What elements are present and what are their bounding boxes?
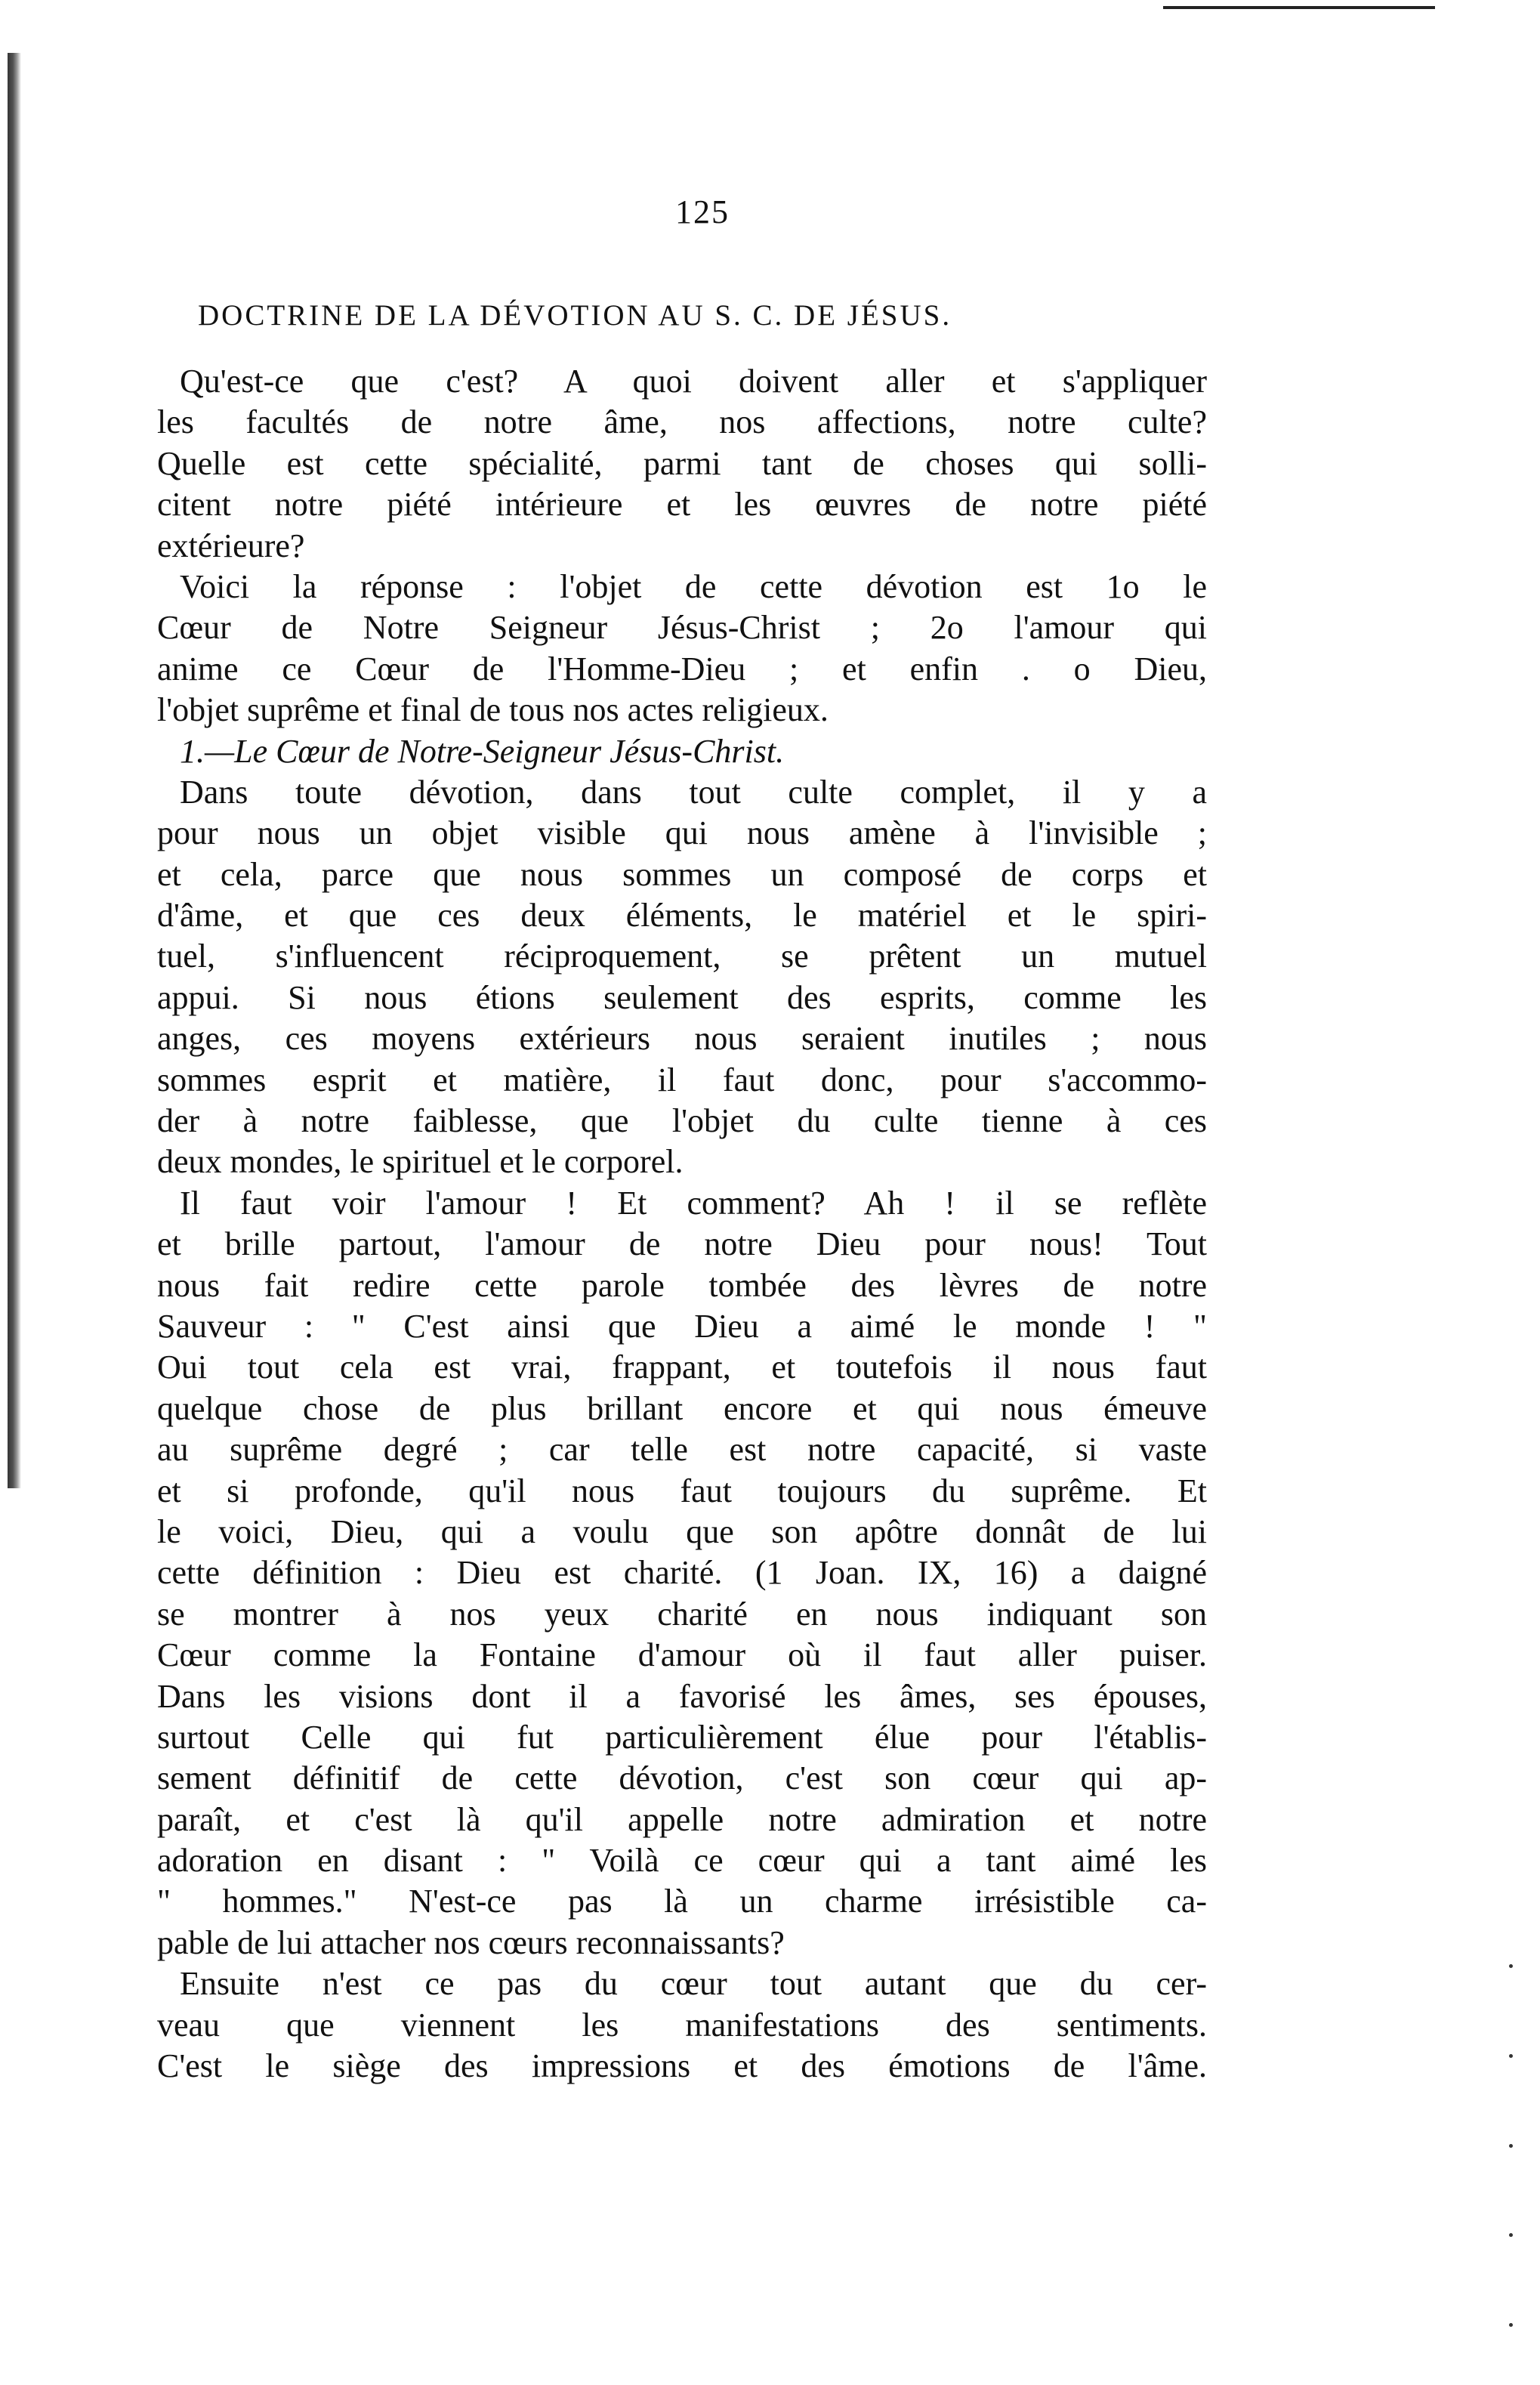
text-line: anime ce Cœur de l'Homme-Dieu ; et enfin . o Dieu,	[157, 650, 1207, 687]
text-line: adoration en disant : " Voilà ce cœur qui a tant aimé les	[157, 1842, 1207, 1880]
text-line: citent notre piété intérieure et les œuvres de notre piété	[157, 486, 1207, 524]
text-line: au suprême degré ; car telle est notre capacité, si vaste	[157, 1431, 1207, 1469]
text-line: Qu'est-ce que c'est? A quoi doivent aller et s'appliquer	[180, 363, 1207, 400]
text-line: C'est le siège des impressions et des émotions de l'âme.	[157, 2047, 1207, 2085]
text-line: " hommes." N'est-ce pas là un charme irrésistible ca-	[157, 1883, 1207, 1920]
text-line: deux mondes, le spirituel et le corporel.	[157, 1143, 684, 1181]
text-line: surtout Celle qui fut particulièrement élue pour l'établis-	[157, 1718, 1207, 1756]
text-line: quelque chose de plus brillant encore et qui nous émeuve	[157, 1389, 1207, 1427]
text-line: appui. Si nous étions seulement des esprits, comme les	[157, 978, 1207, 1016]
text-line: sement définitif de cette dévotion, c'est son cœur qui ap-	[157, 1759, 1207, 1797]
text-line: et si profonde, qu'il nous faut toujours du suprême. Et	[157, 1472, 1207, 1509]
chapter-heading: DOCTRINE DE LA DÉVOTION AU S. C. DE JÉSUS.	[198, 299, 952, 332]
text-line: paraît, et c'est là qu'il appelle notre admiration et notre	[157, 1800, 1207, 1838]
text-line: Dans les visions dont il a favorisé les âmes, ses épouses,	[157, 1677, 1207, 1715]
top-edge-rule	[1163, 6, 1435, 9]
speck	[1509, 2144, 1513, 2148]
text-line: Oui tout cela est vrai, frappant, et toutefois il nous faut	[157, 1349, 1207, 1386]
text-line: der à notre faiblesse, que l'objet du culte tienne à ces	[157, 1102, 1207, 1140]
text-line: nous fait redire cette parole tombée des lèvres de notre	[157, 1266, 1207, 1304]
text-line: Voici la réponse : l'objet de cette dévotion est 1o le	[180, 567, 1207, 605]
text-line: et brille partout, l'amour de notre Dieu pour nous! Tout	[157, 1225, 1207, 1263]
text-line: cette définition : Dieu est charité. (1 Joan. IX, 16) a daigné	[157, 1554, 1207, 1592]
speck	[1509, 1964, 1513, 1968]
text-line: pable de lui attacher nos cœurs reconnaissants?	[157, 1923, 785, 1961]
text-line: 1.—Le Cœur de Notre-Seigneur Jésus-Christ.	[180, 732, 785, 770]
text-line: Quelle est cette spécialité, parmi tant de choses qui solli-	[157, 444, 1207, 482]
text-line: Cœur de Notre Seigneur Jésus-Christ ; 2o l'amour qui	[157, 609, 1207, 647]
text-line: tuel, s'influencent réciproquement, se prêtent un mutuel	[157, 938, 1207, 975]
text-line: Ensuite n'est ce pas du cœur tout autant que du cer-	[180, 1965, 1207, 2003]
scan-specks	[1509, 1964, 1518, 2327]
page-number: 125	[675, 193, 730, 230]
speck	[1509, 2233, 1513, 2237]
text-line: Cœur comme la Fontaine d'amour où il faut aller puiser.	[157, 1636, 1207, 1674]
text-line: Sauveur : " C'est ainsi que Dieu a aimé le monde ! "	[157, 1307, 1207, 1345]
text-line: pour nous un objet visible qui nous amène à l'invisible ;	[157, 814, 1207, 852]
text-line: sommes esprit et matière, il faut donc, pour s'accommo-	[157, 1061, 1207, 1098]
text-line: et cela, parce que nous sommes un composé de corps et	[157, 855, 1207, 893]
text-line: extérieure?	[157, 527, 305, 564]
text-line: Il faut voir l'amour ! Et comment? Ah ! il se reflète	[180, 1184, 1207, 1222]
text-line: anges, ces moyens extérieurs nous seraient inutiles ; nous	[157, 1020, 1207, 1058]
text-line: veau que viennent les manifestations des sentiments.	[157, 2006, 1207, 2044]
text-line: Dans toute dévotion, dans tout culte complet, il y a	[180, 773, 1207, 811]
body-text	[157, 361, 1207, 2087]
scan-binding-edge	[8, 53, 21, 1488]
text-line: les facultés de notre âme, nos affections, notre culte?	[157, 403, 1207, 441]
text-line: l'objet suprême et final de tous nos actes religieux.	[157, 691, 829, 729]
speck	[1509, 2054, 1513, 2058]
text-line: se montrer à nos yeux charité en nous indiquant son	[157, 1595, 1207, 1633]
text-line: d'âme, et que ces deux éléments, le matériel et le spiri-	[157, 897, 1207, 935]
speck	[1509, 2323, 1513, 2327]
text-line: le voici, Dieu, qui a voulu que son apôtre donnât de lui	[157, 1512, 1207, 1550]
